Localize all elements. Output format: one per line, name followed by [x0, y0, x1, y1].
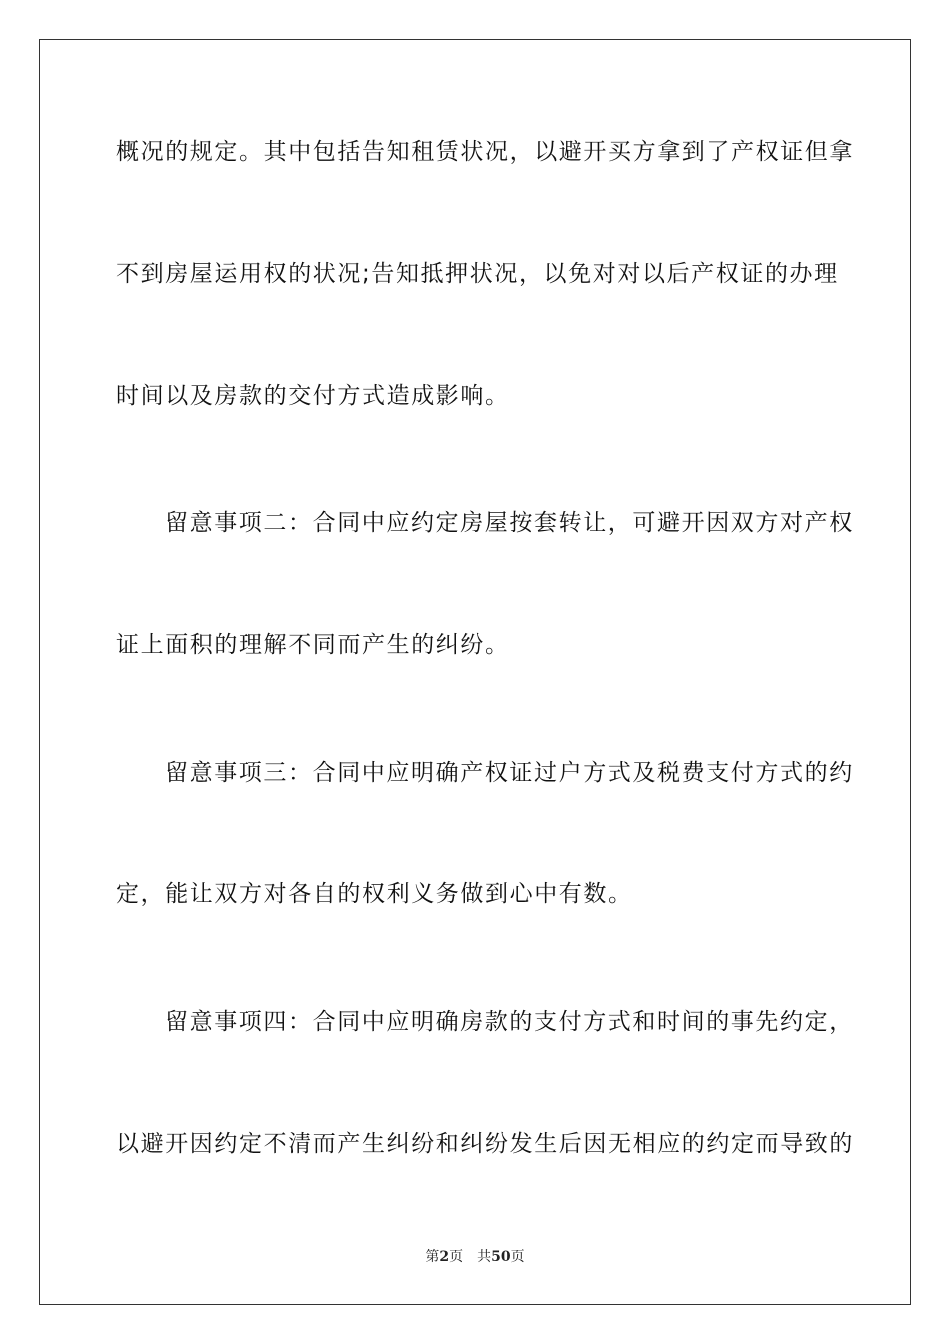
paragraph-start-line: 留意事项三：合同中应明确产权证过户方式及税费支付方式的约: [165, 760, 854, 786]
text-line: 不到房屋运用权的状况;告知抵押状况，以免对对以后产权证的办理: [116, 261, 839, 287]
text-line: 证上面积的理解不同而产生的纠纷。: [116, 632, 510, 658]
total-pages: 50: [491, 1249, 511, 1265]
text-line: 以避开因约定不清而产生纠纷和纠纷发生后因无相应的约定而导致的: [116, 1131, 854, 1157]
page-suffix: 页: [449, 1249, 464, 1265]
total-prefix: 共: [477, 1249, 492, 1265]
text-line: 概况的规定。其中包括告知租赁状况，以避开买方拿到了产权证但拿: [116, 139, 854, 165]
paragraph-start-line: 留意事项四：合同中应明确房款的支付方式和时间的事先约定，: [165, 1009, 854, 1035]
paragraph-start-line: 留意事项二：合同中应约定房屋按套转让，可避开因双方对产权: [165, 510, 854, 536]
total-suffix: 页: [510, 1249, 525, 1265]
page-border: [39, 39, 911, 1305]
text-line: 时间以及房款的交付方式造成影响。: [116, 383, 510, 409]
page-footer: [0, 1248, 950, 1266]
text-line: 定，能让双方对各自的权利义务做到心中有数。: [116, 881, 633, 907]
page-number: 2: [439, 1249, 450, 1265]
page-prefix: 第: [425, 1249, 440, 1265]
